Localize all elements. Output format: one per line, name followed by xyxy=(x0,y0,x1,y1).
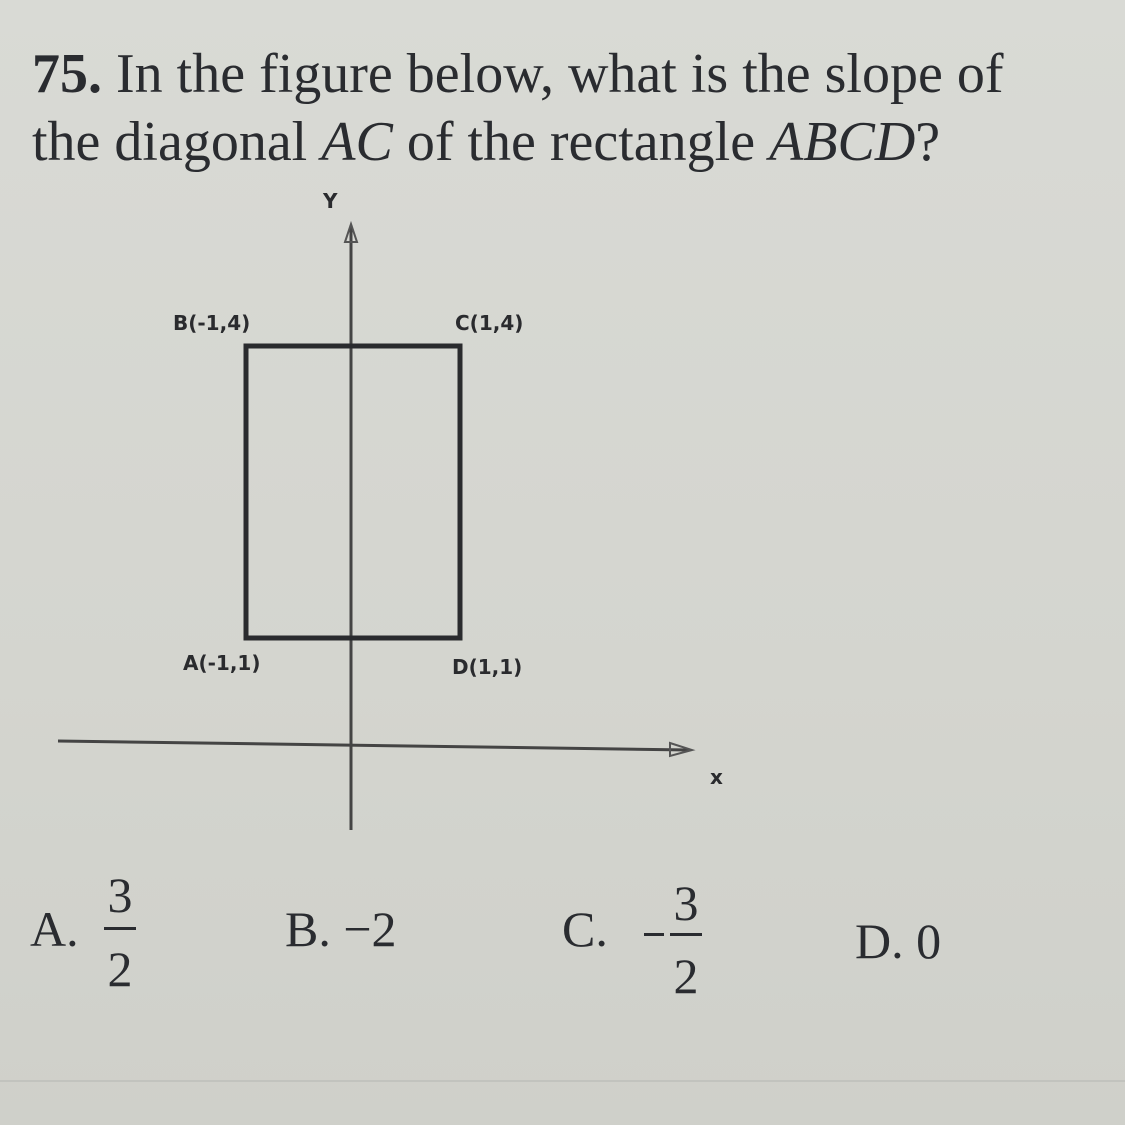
choice-c-denominator: 2 xyxy=(673,948,699,1004)
choice-b[interactable] xyxy=(285,900,397,958)
point-a-label: A(-1,1) xyxy=(183,651,261,675)
choice-c-letter[interactable]: C. xyxy=(562,901,608,957)
x-axis xyxy=(58,741,690,750)
choice-d[interactable] xyxy=(855,912,941,970)
diagonal-variable: AC xyxy=(321,111,393,173)
x-axis-label: x xyxy=(710,765,723,789)
choice-a-fraction-bar xyxy=(104,927,136,930)
question-mark: ? xyxy=(915,111,941,173)
choice-a-denominator: 2 xyxy=(107,941,133,997)
bottom-divider xyxy=(0,1080,1125,1082)
question-number: 75. xyxy=(32,43,102,105)
question-line-2-pre: the diagonal xyxy=(32,111,322,173)
point-d-label: D(1,1) xyxy=(452,655,523,679)
choice-c-minus-sign xyxy=(644,933,664,936)
choice-b-letter: B. xyxy=(285,901,331,957)
choice-b-value: −2 xyxy=(343,901,397,957)
choice-c-numerator: 3 xyxy=(673,875,699,931)
choice-d-letter: D. xyxy=(855,913,904,969)
y-axis-label: Y xyxy=(323,189,338,213)
choice-d-value: 0 xyxy=(916,913,942,969)
question-line-2-mid: of the rectangle xyxy=(392,111,770,173)
choice-c-fraction-bar xyxy=(670,933,702,936)
point-b-label: B(-1,4) xyxy=(173,311,251,335)
point-c-label: C(1,4) xyxy=(455,311,524,335)
rectangle-variable: ABCD xyxy=(769,111,916,173)
rectangle-abcd xyxy=(246,346,460,638)
choice-a-letter[interactable]: A. xyxy=(30,901,79,957)
question-line-1-text: In the figure below, what is the slope of xyxy=(116,43,1004,105)
choice-a-numerator: 3 xyxy=(107,867,133,923)
